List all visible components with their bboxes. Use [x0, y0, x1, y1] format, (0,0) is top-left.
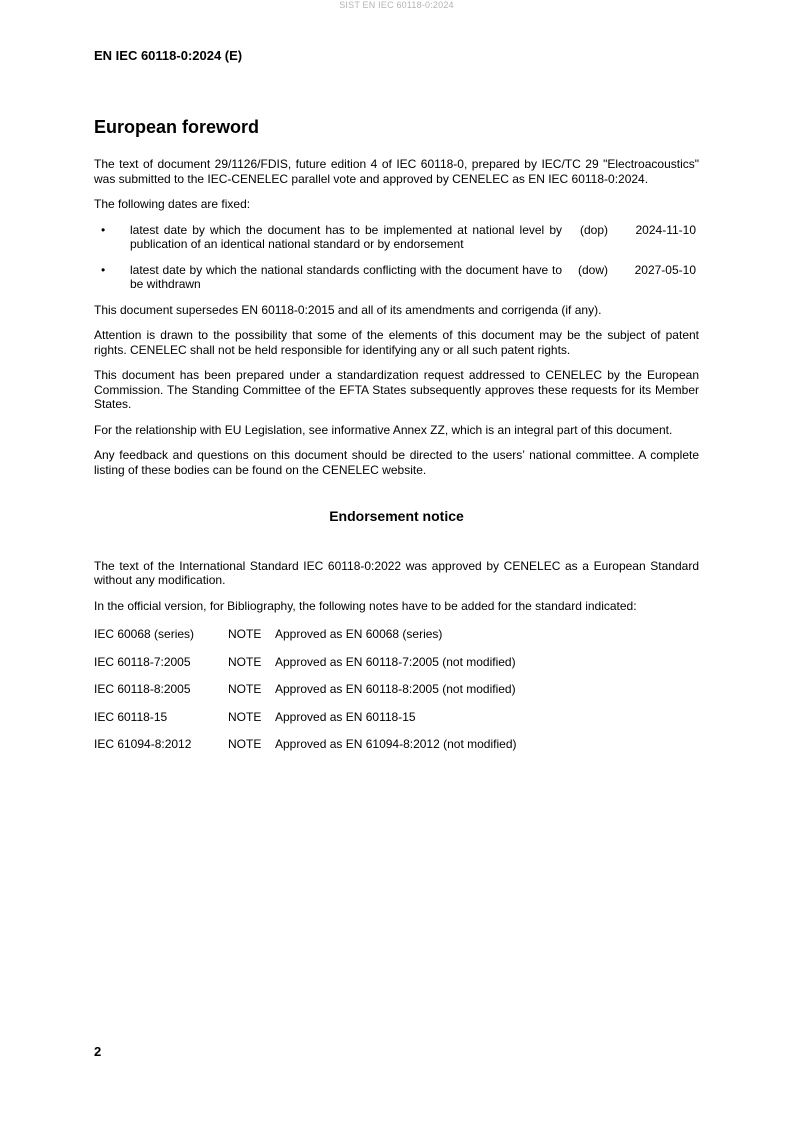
- supersedes-paragraph: This document supersedes EN 60118-0:2015 and all of its amendments and corrigenda (if any).: [94, 302, 602, 317]
- page-number: 2: [94, 1044, 102, 1059]
- table-row: [94, 682, 516, 710]
- standard-cell: IEC 60118-8:2005: [94, 682, 191, 696]
- document-id-header: EN IEC 60118-0:2024 (E): [94, 48, 243, 63]
- table-row: [94, 710, 516, 738]
- endorsement-text: The text of the International Standard IEC 60118-0:2022 was approved by CENELEC as a European Standard without any modification.: [94, 558, 699, 587]
- date-item-dop: [94, 223, 699, 252]
- note-label-cell: NOTE: [228, 654, 262, 669]
- note-text-cell: Approved as EN 60118-15: [275, 709, 416, 724]
- date-code: (dow): [577, 262, 608, 277]
- date-description: latest date by which the national standards conflicting with the document have to be withdrawn: [130, 262, 562, 291]
- note-text-cell: Approved as EN 60118-8:2005 (not modified): [275, 682, 516, 696]
- note-text-cell: Approved as EN 60118-7:2005 (not modified): [275, 654, 516, 669]
- note-label-cell: NOTE: [228, 737, 262, 751]
- bullet-icon: •: [101, 262, 106, 277]
- date-value: 2027-05-10: [634, 262, 696, 277]
- date-value: 2024-11-10: [635, 222, 696, 237]
- page-content: [94, 116, 699, 765]
- bibliography-notes-table: [94, 627, 516, 765]
- dates-list: [94, 223, 699, 292]
- note-label-cell: NOTE: [228, 627, 262, 641]
- table-row: [94, 627, 516, 655]
- table-row: [94, 737, 516, 765]
- patent-paragraph: Attention is drawn to the possibility that some of the elements of this document may be the subject of patent rights. CENELEC shall not be held responsible for identifying any or all such patent rights.: [94, 328, 699, 357]
- table-row: [94, 655, 516, 683]
- standard-cell: IEC 60118-7:2005: [94, 654, 191, 669]
- dates-intro: The following dates are fixed:: [94, 197, 251, 211]
- watermark: SIST EN IEC 60118-0:2024: [339, 0, 454, 10]
- foreword-title: European foreword: [94, 117, 260, 137]
- note-text-cell: Approved as EN 60068 (series): [275, 627, 443, 641]
- endorsement-title: Endorsement notice: [329, 508, 464, 524]
- note-label-cell: NOTE: [228, 682, 262, 696]
- date-item-dow: [94, 263, 699, 292]
- bullet-icon: •: [101, 222, 106, 237]
- standard-cell: IEC 60068 (series): [94, 627, 195, 641]
- standard-cell: IEC 61094-8:2012: [94, 737, 192, 751]
- note-text-cell: Approved as EN 61094-8:2012 (not modified): [275, 737, 517, 751]
- note-label-cell: NOTE: [228, 709, 262, 724]
- bibliography-intro: In the official version, for Bibliography, the following notes have to be added for the standard indicated:: [94, 598, 637, 613]
- standardization-request-paragraph: This document has been prepared under a standardization request addressed to CENELEC by the European Commission. The Standing Committee of the EFTA States subsequently approves these requests for its Member States.: [94, 368, 699, 411]
- standard-cell: IEC 60118-15: [94, 709, 168, 724]
- foreword-intro: The text of document 29/1126/FDIS, future edition 4 of IEC 60118-0, prepared by IEC/TC 29 "Electroacoustics" was submitted to the IEC-CENELEC parallel vote and approved by CENELEC as EN IEC 60118-0:2024.: [94, 157, 699, 186]
- date-code: (dop): [579, 222, 608, 237]
- date-description: latest date by which the document has to be implemented at national level by publication of an identical national standard or by endorsement: [130, 222, 562, 251]
- feedback-paragraph: Any feedback and questions on this document should be directed to the users’ national committee. A complete listing of these bodies can be found on the CENELEC website.: [94, 448, 699, 477]
- eu-legislation-paragraph: For the relationship with EU Legislation, see informative Annex ZZ, which is an integral part of this document.: [94, 422, 673, 437]
